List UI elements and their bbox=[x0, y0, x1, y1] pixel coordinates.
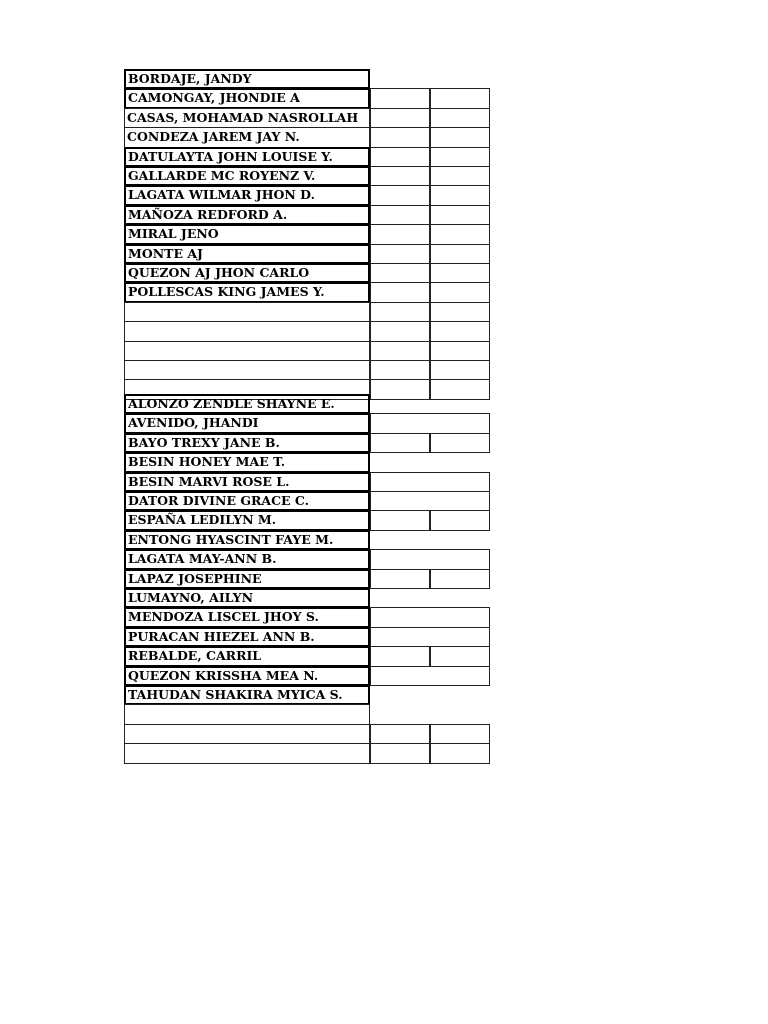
student-name: MENDOZA LISCEL JHOY S. bbox=[124, 607, 370, 627]
student-name: CAMONGAY, JHONDIE A bbox=[124, 88, 370, 108]
student-name: MAÑOZA REDFORD A. bbox=[124, 205, 370, 225]
mark-cell-2 bbox=[430, 360, 490, 380]
student-name: DATULAYTA JOHN LOUISE Y. bbox=[124, 147, 370, 167]
student-name: LAPAZ JOSEPHINE bbox=[124, 569, 370, 589]
mark-cell-1 bbox=[370, 433, 430, 453]
mark-cell-merged bbox=[370, 666, 490, 686]
mark-cell-1 bbox=[370, 724, 430, 744]
empty-name-cell bbox=[124, 321, 370, 341]
mark-cell-1 bbox=[370, 88, 430, 108]
student-name: BORDAJE, JANDY bbox=[124, 69, 370, 89]
student-name: MIRAL JENO bbox=[124, 224, 370, 244]
empty-name-cell bbox=[124, 302, 370, 322]
mark-cell-merged bbox=[370, 627, 490, 647]
mark-cell-2 bbox=[430, 646, 490, 666]
mark-cell-1 bbox=[370, 569, 430, 589]
empty-name-cell bbox=[124, 341, 370, 361]
mark-cell-2 bbox=[430, 379, 490, 399]
mark-cell-2 bbox=[430, 282, 490, 302]
student-name: BESIN MARVI ROSE L. bbox=[124, 472, 370, 492]
empty-name-cell bbox=[124, 360, 370, 380]
student-name: PURACAN HIEZEL ANN B. bbox=[124, 627, 370, 647]
student-name: AVENIDO, JHANDI bbox=[124, 413, 370, 433]
empty-name-cell bbox=[124, 724, 370, 744]
student-name: DATOR DIVINE GRACE C. bbox=[124, 491, 370, 511]
mark-cell-2 bbox=[430, 724, 490, 744]
mark-cell-1 bbox=[370, 510, 430, 530]
mark-cell-1 bbox=[370, 127, 430, 147]
mark-cell-1 bbox=[370, 321, 430, 341]
mark-cell-2 bbox=[430, 185, 490, 205]
mark-cell-1 bbox=[370, 108, 430, 128]
mark-cell-2 bbox=[430, 88, 490, 108]
mark-cell-1 bbox=[370, 646, 430, 666]
mark-cell-2 bbox=[430, 510, 490, 530]
mark-cell-1 bbox=[370, 263, 430, 283]
mark-cell-2 bbox=[430, 224, 490, 244]
mark-cell-2 bbox=[430, 302, 490, 322]
mark-cell-merged bbox=[370, 472, 490, 492]
mark-cell-1 bbox=[370, 379, 430, 399]
mark-cell-2 bbox=[430, 743, 490, 763]
mark-cell-1 bbox=[370, 205, 430, 225]
mark-cell-2 bbox=[430, 341, 490, 361]
empty-name-cell bbox=[124, 704, 370, 724]
mark-cell-1 bbox=[370, 166, 430, 186]
student-name: REBALDE, CARRIL bbox=[124, 646, 370, 666]
mark-cell-2 bbox=[430, 321, 490, 341]
mark-cell-2 bbox=[430, 263, 490, 283]
mark-cell-2 bbox=[430, 205, 490, 225]
student-name: LAGATA MAY-ANN B. bbox=[124, 549, 370, 569]
mark-cell-1 bbox=[370, 244, 430, 264]
mark-cell-1 bbox=[370, 224, 430, 244]
mark-cell-2 bbox=[430, 244, 490, 264]
mark-cell-1 bbox=[370, 341, 430, 361]
student-name: LAGATA WILMAR JHON D. bbox=[124, 185, 370, 205]
mark-cell-1 bbox=[370, 185, 430, 205]
mark-cell-1 bbox=[370, 302, 430, 322]
student-name: BAYO TREXY JANE B. bbox=[124, 433, 370, 453]
student-name: ALONZO ZENDLE SHAYNE E. bbox=[124, 394, 370, 414]
student-name: QUEZON AJ JHON CARLO bbox=[124, 263, 370, 283]
mark-cell-merged bbox=[370, 549, 490, 569]
mark-cell-2 bbox=[430, 569, 490, 589]
student-name: MONTE AJ bbox=[124, 244, 370, 264]
student-name: GALLARDE MC ROYENZ V. bbox=[124, 166, 370, 186]
student-name: LUMAYNO, AILYN bbox=[124, 588, 370, 608]
mark-cell-2 bbox=[430, 166, 490, 186]
mark-cell-1 bbox=[370, 360, 430, 380]
student-name: QUEZON KRISSHA MEA N. bbox=[124, 666, 370, 686]
mark-cell-2 bbox=[430, 147, 490, 167]
student-name: CASAS, MOHAMAD NASROLLAH bbox=[124, 108, 370, 128]
mark-cell-1 bbox=[370, 282, 430, 302]
mark-cell-1 bbox=[370, 743, 430, 763]
empty-name-cell bbox=[124, 743, 370, 763]
mark-cell-2 bbox=[430, 127, 490, 147]
student-name: CONDEZA JAREM JAY N. bbox=[124, 127, 370, 147]
mark-cell-merged bbox=[370, 607, 490, 627]
mark-cell-2 bbox=[430, 433, 490, 453]
student-name: ESPAÑA LEDILYN M. bbox=[124, 510, 370, 530]
student-name: ENTONG HYASCINT FAYE M. bbox=[124, 530, 370, 550]
student-name: TAHUDAN SHAKIRA MYICA S. bbox=[124, 685, 370, 705]
mark-cell-merged bbox=[370, 413, 490, 433]
mark-cell-merged bbox=[370, 491, 490, 511]
student-name: BESIN HONEY MAE T. bbox=[124, 452, 370, 472]
mark-cell-1 bbox=[370, 147, 430, 167]
student-name: POLLESCAS KING JAMES Y. bbox=[124, 282, 370, 302]
mark-cell-2 bbox=[430, 108, 490, 128]
